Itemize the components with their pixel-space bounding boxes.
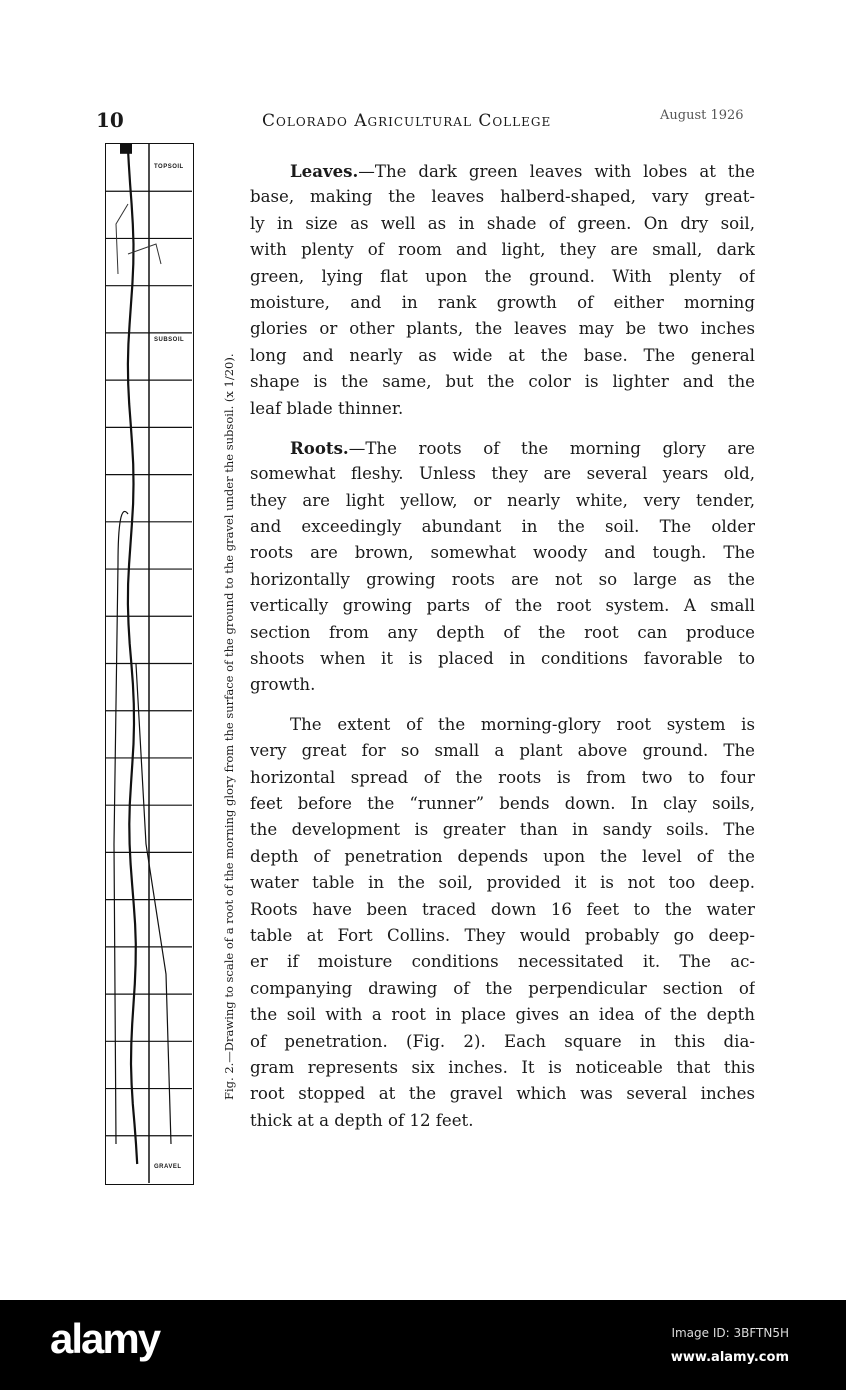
text-line: —The roots of the morning glory are xyxy=(348,438,755,458)
subsoil-label: SUBSOIL xyxy=(154,337,185,343)
text-line: base, making the leaves halberd-shaped, vary great- xyxy=(250,187,755,207)
paragraph-leaves xyxy=(250,158,755,422)
text-line: section from any depth of the root can produce xyxy=(250,622,755,642)
leaves-heading: Leaves. xyxy=(290,161,359,181)
paragraph-roots xyxy=(250,435,755,699)
gravel-label: GRAVEL xyxy=(154,1164,182,1170)
page-number: 10 xyxy=(96,108,124,132)
issue-date: August 1926 xyxy=(660,108,744,123)
root-branch-line xyxy=(136,664,171,1144)
text-line: table at Fort Collins. They would probably go deep- xyxy=(250,925,755,945)
text-line: ly in size as well as in shade of green. On dry soil, xyxy=(250,213,755,233)
text-line: vertically growing parts of the root system. A small xyxy=(250,596,755,616)
running-title: Colorado Agricultural College xyxy=(262,111,552,131)
paragraph-extent xyxy=(250,712,755,1134)
text-line: somewhat fleshy. Unless they are several years old, xyxy=(250,464,755,484)
text-line: horizontal spread of the roots is from two to four xyxy=(250,767,755,787)
text-line: gram represents six inches. It is noticeable that this xyxy=(250,1057,755,1077)
text-line: the soil with a root in place gives an idea of the depth xyxy=(250,1005,755,1025)
watermark-bar xyxy=(0,1300,846,1390)
text-line: depth of penetration depends upon the level of the xyxy=(250,846,755,866)
figure-caption: Fig. 2.—Drawing to scale of a root of the morning glory from the surface of the ground to the gravel under the subsoil. (x 1/20). xyxy=(222,353,236,1100)
root-depth-diagram xyxy=(105,143,194,1185)
text-line: feet before the “runner” bends down. In clay soils, xyxy=(250,793,755,813)
grid-and-root-drawing xyxy=(106,144,192,1183)
image-id: Image ID: 3BFTN5H xyxy=(671,1326,789,1340)
text-line: horizontally growing roots are not so large as the xyxy=(250,569,755,589)
text-line: growth. xyxy=(250,675,316,695)
text-line: green, lying flat upon the ground. With plenty of xyxy=(250,266,755,286)
text-line: leaf blade thinner. xyxy=(250,398,404,418)
text-line: er if moisture conditions necessitated it. The ac- xyxy=(250,952,755,972)
text-line: shoots when it is placed in conditions favorable to xyxy=(250,649,755,669)
text-line: of penetration. (Fig. 2). Each square in this dia- xyxy=(250,1031,755,1051)
text-line: with plenty of room and light, they are small, dark xyxy=(250,240,755,260)
article-body xyxy=(250,158,755,1134)
text-line: moisture, and in rank growth of either morning xyxy=(250,292,755,312)
topsoil-label: TOPSOIL xyxy=(154,164,184,170)
site-url: www.alamy.com xyxy=(670,1350,789,1365)
plant-crown xyxy=(120,144,132,154)
text-line: water table in the soil, provided it is not too deep. xyxy=(250,873,755,893)
root-branch-line xyxy=(114,511,128,1144)
text-line: —The dark green leaves with lobes at the xyxy=(358,162,755,181)
text-line: very great for so small a plant above ground. The xyxy=(250,741,755,761)
root-main-line xyxy=(128,149,137,1164)
roots-heading: Roots. xyxy=(290,437,349,458)
text-line: they are light yellow, or nearly white, very tender, xyxy=(250,490,755,510)
text-line: root stopped at the gravel which was several inches xyxy=(250,1084,755,1104)
text-line: shape is the same, but the color is lighter and the xyxy=(250,372,755,392)
text-line: thick at a depth of 12 feet. xyxy=(250,1110,474,1130)
text-line: long and nearly as wide at the base. The general xyxy=(250,345,755,365)
text-line: the development is greater than in sandy soils. The xyxy=(250,820,755,840)
text-line: Roots have been traced down 16 feet to the water xyxy=(250,899,755,919)
alamy-logo: alamy xyxy=(50,1315,160,1362)
text-line: roots are brown, somewhat woody and tough. The xyxy=(250,543,755,563)
text-line: glories or other plants, the leaves may be two inches xyxy=(250,319,755,339)
text-line: and exceedingly abundant in the soil. The older xyxy=(250,517,755,537)
text-line: companying drawing of the perpendicular section of xyxy=(250,978,755,998)
text-line: The extent of the morning-glory root system is xyxy=(290,714,755,734)
